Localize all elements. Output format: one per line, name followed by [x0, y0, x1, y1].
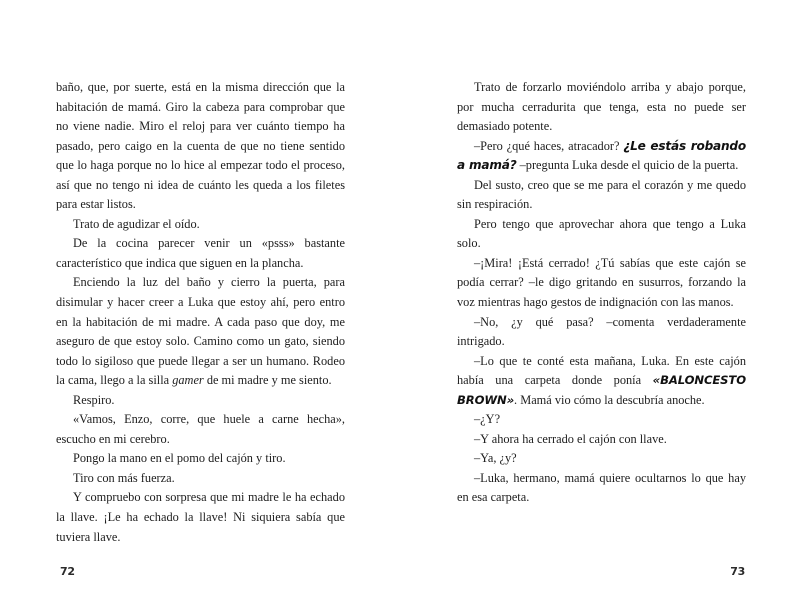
body-text: «Vamos, Enzo, corre, que huele a carne hecha», escucho en mi cerebro.: [56, 412, 345, 446]
paragraph: [457, 254, 746, 313]
paragraph: [56, 234, 345, 273]
body-text: Del susto, creo que se me para el corazón y me quedo sin respiración.: [457, 177, 746, 212]
body-text: de mi madre y me siento.: [203, 373, 332, 388]
body-text: –Y ahora ha cerrado el cajón con llave.: [474, 431, 667, 446]
left-page-textblock: [56, 78, 345, 547]
body-text: Enciendo la luz del baño y cierro la puerta, para disimular y hacer creer a Luka que estoy ahí, pero entro en la habitación de mi madre. A cada paso que doy, me aseguro de que estoy solo. Camino como un gato, siendo todo lo sigiloso que puede llegar a ser un humano. Rodeo la cama, llego a la silla: [56, 275, 345, 388]
italic-text: gamer: [172, 373, 204, 388]
paragraph: [56, 215, 345, 235]
paragraph: [457, 469, 746, 508]
body-text: . Mamá vio cómo la descubría anoche.: [514, 392, 705, 407]
paragraph: [457, 352, 746, 411]
paragraph: [457, 449, 746, 469]
body-text: –Pero ¿qué haces, atracador?: [474, 138, 624, 153]
page-number-left: 72: [60, 565, 75, 578]
body-text: –pregunta Luka desde el quicio de la puerta.: [516, 158, 739, 173]
body-text: –¿Y?: [474, 412, 501, 427]
paragraph: [457, 410, 746, 430]
body-text: Pero tengo que aprovechar ahora que tengo a Luka solo.: [457, 216, 746, 251]
right-page-textblock: [457, 78, 746, 508]
emphasis-comic-caps-text: «BALONCESTO BROWN»: [457, 373, 746, 407]
paragraph: [457, 215, 746, 254]
body-text: –¡Mira! ¡Está cerrado! ¿Tú sabías que este cajón se podía cerrar? –le digo gritando en susurros, forzando la voz mientras hago gestos de indignación con las manos.: [457, 255, 746, 310]
paragraph: [56, 488, 345, 547]
paragraph: [56, 410, 345, 449]
body-text: Trato de agudizar el oído.: [73, 216, 200, 231]
body-text: –Ya, ¿y?: [474, 451, 517, 466]
body-text: Tiro con más fuerza.: [73, 470, 175, 485]
paragraph: [457, 313, 746, 352]
paragraph: [56, 391, 345, 411]
paragraph: [56, 449, 345, 469]
paragraph: [457, 430, 746, 450]
paragraph: [457, 137, 746, 176]
body-text: –No, ¿y qué pasa? –comenta verdaderamente intrigado.: [457, 314, 746, 349]
emphasis-comic-text: ¿Le estás robando a mamá?: [457, 138, 746, 173]
body-text: Respiro.: [73, 392, 115, 407]
body-text: Y compruebo con sorpresa que mi madre le ha echado la llave. ¡Le ha echado la llave! Ni siquiera sabía que tuviera llave.: [56, 490, 345, 544]
body-text: –Lo que te conté esta mañana, Luka. En este cajón había una carpeta donde ponía: [457, 353, 746, 388]
paragraph: [457, 176, 746, 215]
body-text: Trato de forzarlo moviéndolo arriba y abajo porque, por mucha cerradurita que tenga, esta no puede ser demasiado potente.: [457, 80, 746, 134]
paragraph: [56, 273, 345, 390]
page-right: [400, 0, 800, 611]
paragraph: [56, 78, 345, 215]
page-number-right: 73: [730, 565, 745, 578]
paragraph: [56, 469, 345, 489]
body-text: baño, que, por suerte, está en la misma dirección que la habitación de mamá. Giro la cabeza para comprobar que no viene nadie. Miro el reloj para ver cuánto tiempo ha pasado, pero caigo en la cuenta de que no tiene sentido que lo haga porque no lo hice al empezar todo el proceso, así que no tengo ni idea de cuánto les queda a los filetes para estar listos.: [56, 80, 345, 212]
body-text: De la cocina parecer venir un «psss» bastante característico que indica que siguen en la plancha.: [56, 236, 345, 270]
body-text: –Luka, hermano, mamá quiere ocultarnos lo que hay en esa carpeta.: [457, 470, 746, 505]
paragraph: [457, 78, 746, 137]
body-text: Pongo la mano en el pomo del cajón y tiro.: [73, 451, 286, 466]
